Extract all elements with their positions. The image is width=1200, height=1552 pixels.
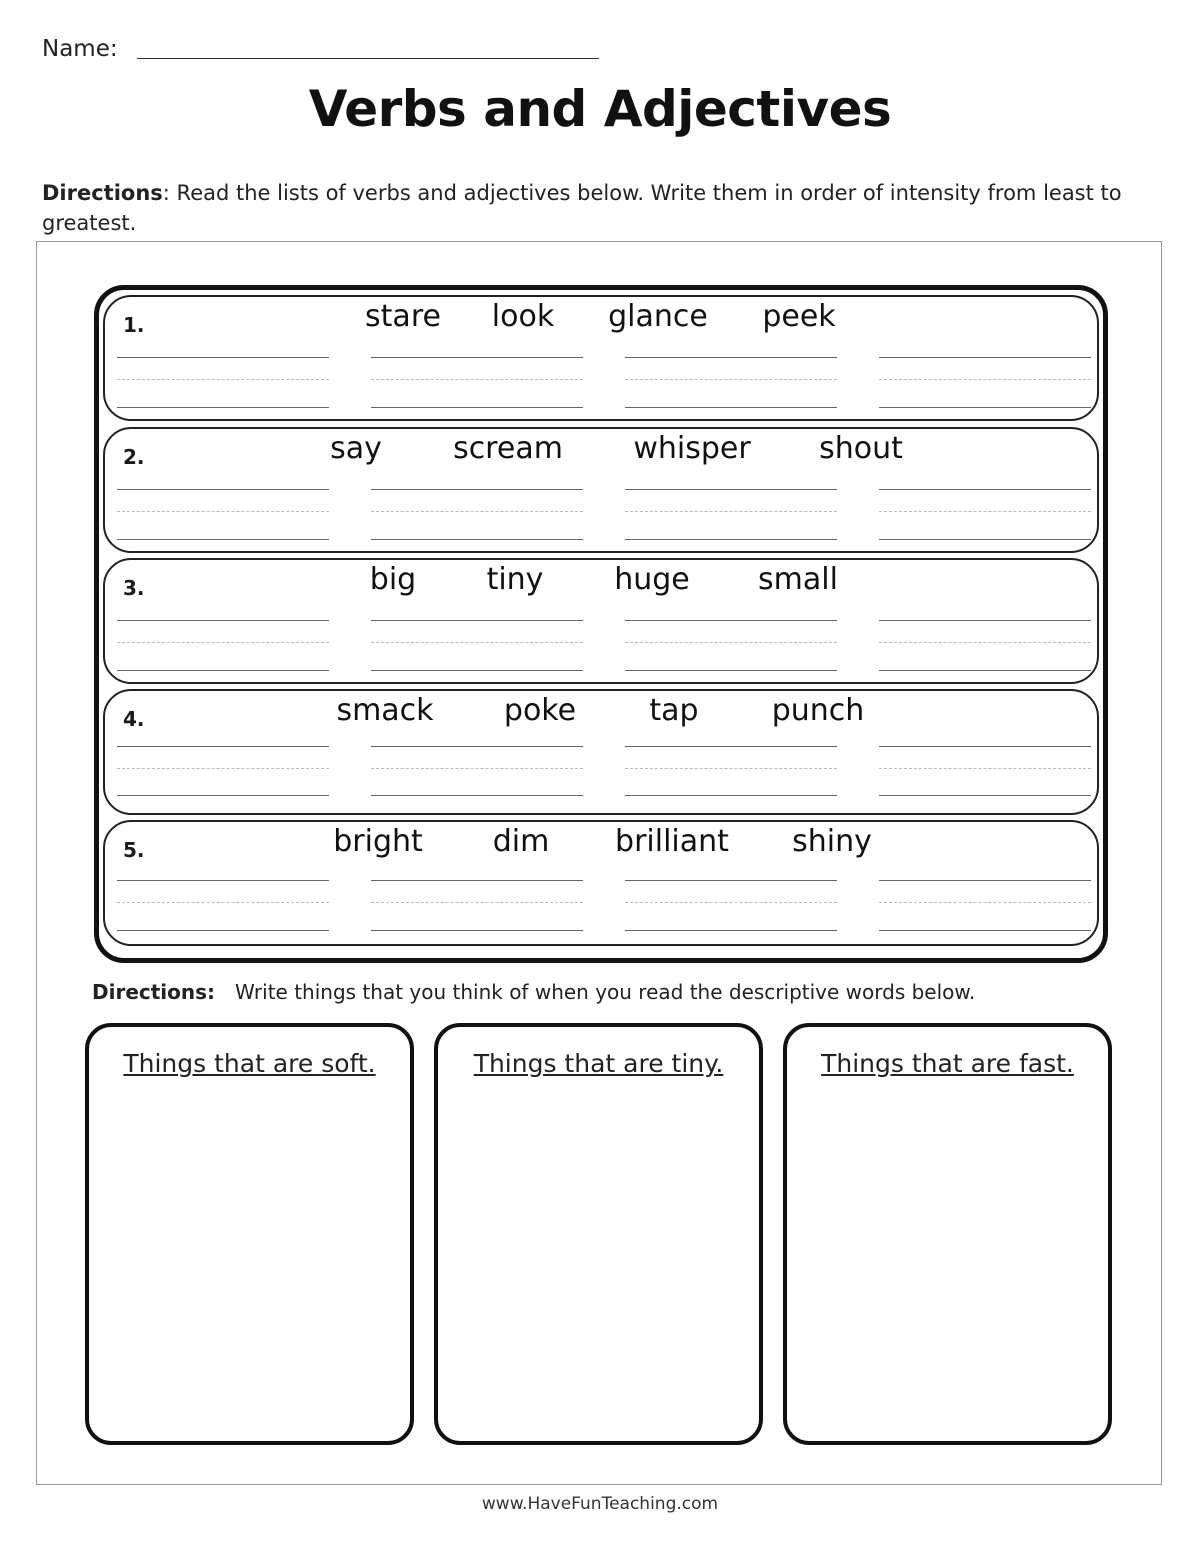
name-label: Name: (42, 36, 118, 62)
answer-line-top[interactable] (879, 489, 1091, 490)
answer-line-bottom (625, 930, 837, 931)
word-label: peek (762, 299, 836, 334)
answer-line-mid (371, 642, 583, 643)
answer-line-bottom (625, 795, 837, 796)
answer-line-bottom (879, 795, 1091, 796)
answer-line-bottom (117, 795, 329, 796)
word-label: punch (771, 693, 865, 728)
word-label: big (369, 562, 417, 597)
answer-line-bottom (371, 930, 583, 931)
word-label: huge (614, 562, 690, 597)
answer-box-tiny[interactable] (434, 1023, 763, 1445)
answer-line-top[interactable] (117, 357, 329, 358)
word-label: smack (336, 693, 434, 728)
answer-line-top[interactable] (625, 357, 837, 358)
answer-line-top[interactable] (371, 489, 583, 490)
box-title: Things that are tiny. (473, 1049, 724, 1078)
answer-line-top[interactable] (879, 880, 1091, 881)
answer-line-top[interactable] (117, 880, 329, 881)
answer-line-bottom (117, 539, 329, 540)
answer-line-bottom (117, 930, 329, 931)
row-number: 5. (123, 838, 145, 862)
box-title: Things that are fast. (821, 1049, 1074, 1078)
answer-line-top[interactable] (371, 620, 583, 621)
footer-url: www.HaveFunTeaching.com (481, 1494, 719, 1514)
answer-line-mid (371, 379, 583, 380)
answer-line-mid (879, 768, 1091, 769)
answer-line-mid (879, 642, 1091, 643)
answer-line-top[interactable] (117, 489, 329, 490)
answer-line-bottom (879, 539, 1091, 540)
word-label: tap (649, 693, 699, 728)
word-label: glance (608, 299, 708, 334)
answer-line-mid (117, 768, 329, 769)
directions-label: Directions: (92, 980, 216, 1004)
box-title: Things that are soft. (123, 1049, 376, 1078)
answer-line-bottom (625, 670, 837, 671)
directions-intensity (42, 178, 1152, 238)
word-row (103, 820, 1099, 946)
answer-line-mid (117, 379, 329, 380)
answer-line-mid (117, 642, 329, 643)
word-row (103, 558, 1099, 684)
answer-line-bottom (625, 539, 837, 540)
answer-line-top[interactable] (625, 746, 837, 747)
answer-line-mid (879, 379, 1091, 380)
word-label: stare (365, 299, 441, 334)
directions-text: : Read the lists of verbs and adjectives below. Write them in order of intensity from least to greatest. (42, 181, 1122, 235)
answer-box-fast[interactable] (783, 1023, 1112, 1445)
word-label: whisper (633, 431, 751, 466)
answer-line-top[interactable] (625, 620, 837, 621)
answer-line-mid (625, 902, 837, 903)
answer-line-top[interactable] (879, 357, 1091, 358)
answer-line-top[interactable] (371, 880, 583, 881)
word-label: say (330, 431, 382, 466)
word-label: shout (819, 431, 903, 466)
word-row (103, 295, 1099, 421)
answer-line-top[interactable] (879, 620, 1091, 621)
answer-line-mid (625, 642, 837, 643)
answer-line-mid (879, 511, 1091, 512)
answer-line-mid (879, 902, 1091, 903)
word-label: poke (503, 693, 577, 728)
word-label: small (758, 562, 838, 597)
row-number: 3. (123, 576, 145, 600)
answer-line-mid (371, 768, 583, 769)
answer-line-bottom (117, 670, 329, 671)
answer-line-mid (625, 511, 837, 512)
page-title: Verbs and Adjectives (308, 80, 892, 138)
answer-line-bottom (371, 670, 583, 671)
word-label: bright (333, 824, 423, 859)
answer-line-top[interactable] (371, 357, 583, 358)
directions-descriptive (92, 980, 975, 1004)
answer-line-top[interactable] (117, 746, 329, 747)
answer-line-mid (117, 511, 329, 512)
answer-line-top[interactable] (625, 489, 837, 490)
directions-label: Directions (42, 181, 163, 205)
answer-line-bottom (371, 539, 583, 540)
row-number: 2. (123, 445, 145, 469)
word-row (103, 427, 1099, 553)
word-label: scream (453, 431, 563, 466)
answer-line-bottom (117, 407, 329, 408)
answer-line-mid (625, 768, 837, 769)
answer-line-top[interactable] (879, 746, 1091, 747)
answer-box-soft[interactable] (85, 1023, 414, 1445)
word-label: brilliant (615, 824, 729, 859)
word-label: look (491, 299, 555, 334)
answer-line-bottom (625, 407, 837, 408)
answer-line-top[interactable] (371, 746, 583, 747)
answer-line-mid (625, 379, 837, 380)
word-row (103, 689, 1099, 815)
answer-line-bottom (371, 795, 583, 796)
word-label: dim (492, 824, 550, 859)
answer-line-bottom (879, 670, 1091, 671)
answer-line-bottom (879, 407, 1091, 408)
directions-text: Write things that you think of when you read the descriptive words below. (235, 980, 976, 1004)
answer-line-top[interactable] (117, 620, 329, 621)
word-label: shiny (792, 824, 872, 859)
row-number: 1. (123, 313, 145, 337)
answer-line-top[interactable] (625, 880, 837, 881)
answer-line-bottom (879, 930, 1091, 931)
answer-line-mid (371, 902, 583, 903)
answer-line-mid (117, 902, 329, 903)
name-input-line[interactable] (137, 58, 599, 59)
row-number: 4. (123, 707, 145, 731)
word-label: tiny (486, 562, 544, 597)
answer-line-mid (371, 511, 583, 512)
answer-line-bottom (371, 407, 583, 408)
